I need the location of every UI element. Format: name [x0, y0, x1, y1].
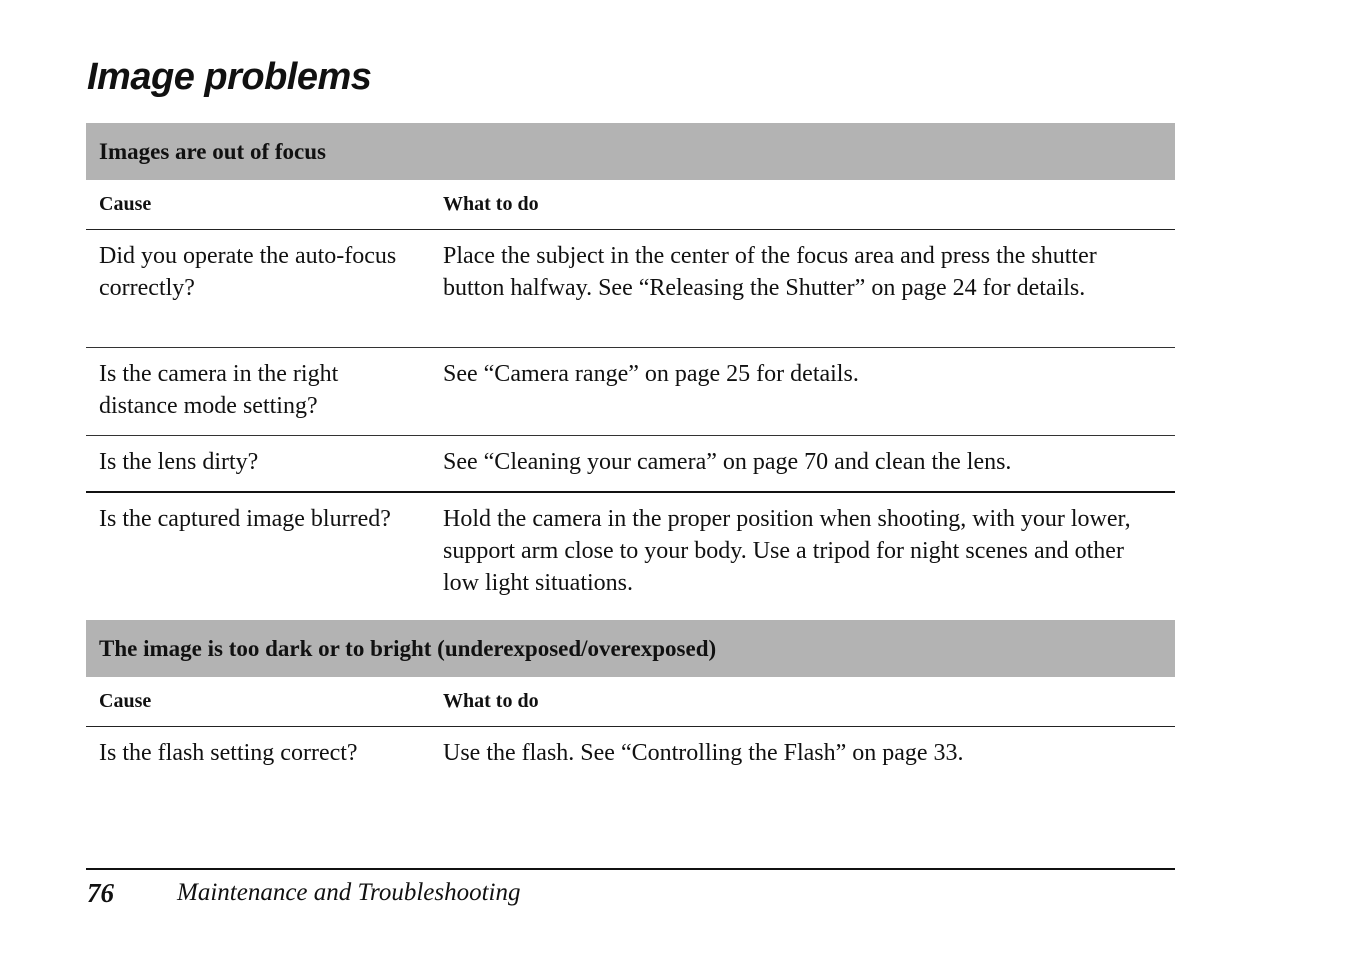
action-cell: See “Cleaning your camera” on page 70 and clean the lens. [430, 436, 1175, 493]
action-cell: Place the subject in the center of the focus area and press the shutter button halfway. See “Releasing the Shutter” on page 24 for details. [430, 230, 1175, 348]
cause-cell: Is the flash setting correct? [99, 740, 358, 766]
page-number: 76 [87, 878, 114, 908]
what-to-do-column-header: What to do [430, 677, 1175, 727]
table-row [86, 492, 1175, 612]
cause-cell: Is the camera in the right distance mode setting? [86, 348, 430, 436]
cause-cell: Is the captured image blurred? [99, 506, 391, 532]
footer-divider [86, 868, 1175, 870]
cause-column-header: Cause [86, 677, 430, 727]
action-cell: See “Camera range” on page 25 for details. [430, 348, 1175, 436]
table-heading: Images are out of focus [86, 123, 1175, 180]
action-cell: Use the flash. See “Controlling the Flash” on page 33. [443, 740, 964, 766]
cause-column-header: Cause [86, 180, 430, 230]
table-row [86, 348, 1175, 436]
cause-cell: Is the lens dirty? [86, 436, 430, 493]
cause-cell: Did you operate the auto-focus correctly? [86, 230, 430, 348]
out-of-focus-table [86, 123, 1175, 612]
table-row [86, 436, 1175, 493]
table-heading-row [86, 123, 1175, 180]
table-row [86, 727, 1175, 783]
what-to-do-column-header: What to do [430, 180, 1175, 230]
action-cell: Hold the camera in the proper position when shooting, with your lower, support arm close to your body. Use a tripod for night scenes and other low light situations. [443, 506, 1131, 596]
table-heading: The image is too dark or to bright (underexposed/overexposed) [86, 620, 1175, 677]
footer-section-name: Maintenance and Troubleshooting [177, 879, 521, 906]
column-header-row [86, 180, 1175, 230]
exposure-table [86, 620, 1175, 782]
table-row [86, 230, 1175, 348]
column-header-row [86, 677, 1175, 727]
page-title: Image problems [87, 56, 372, 98]
table-heading-row [86, 620, 1175, 677]
